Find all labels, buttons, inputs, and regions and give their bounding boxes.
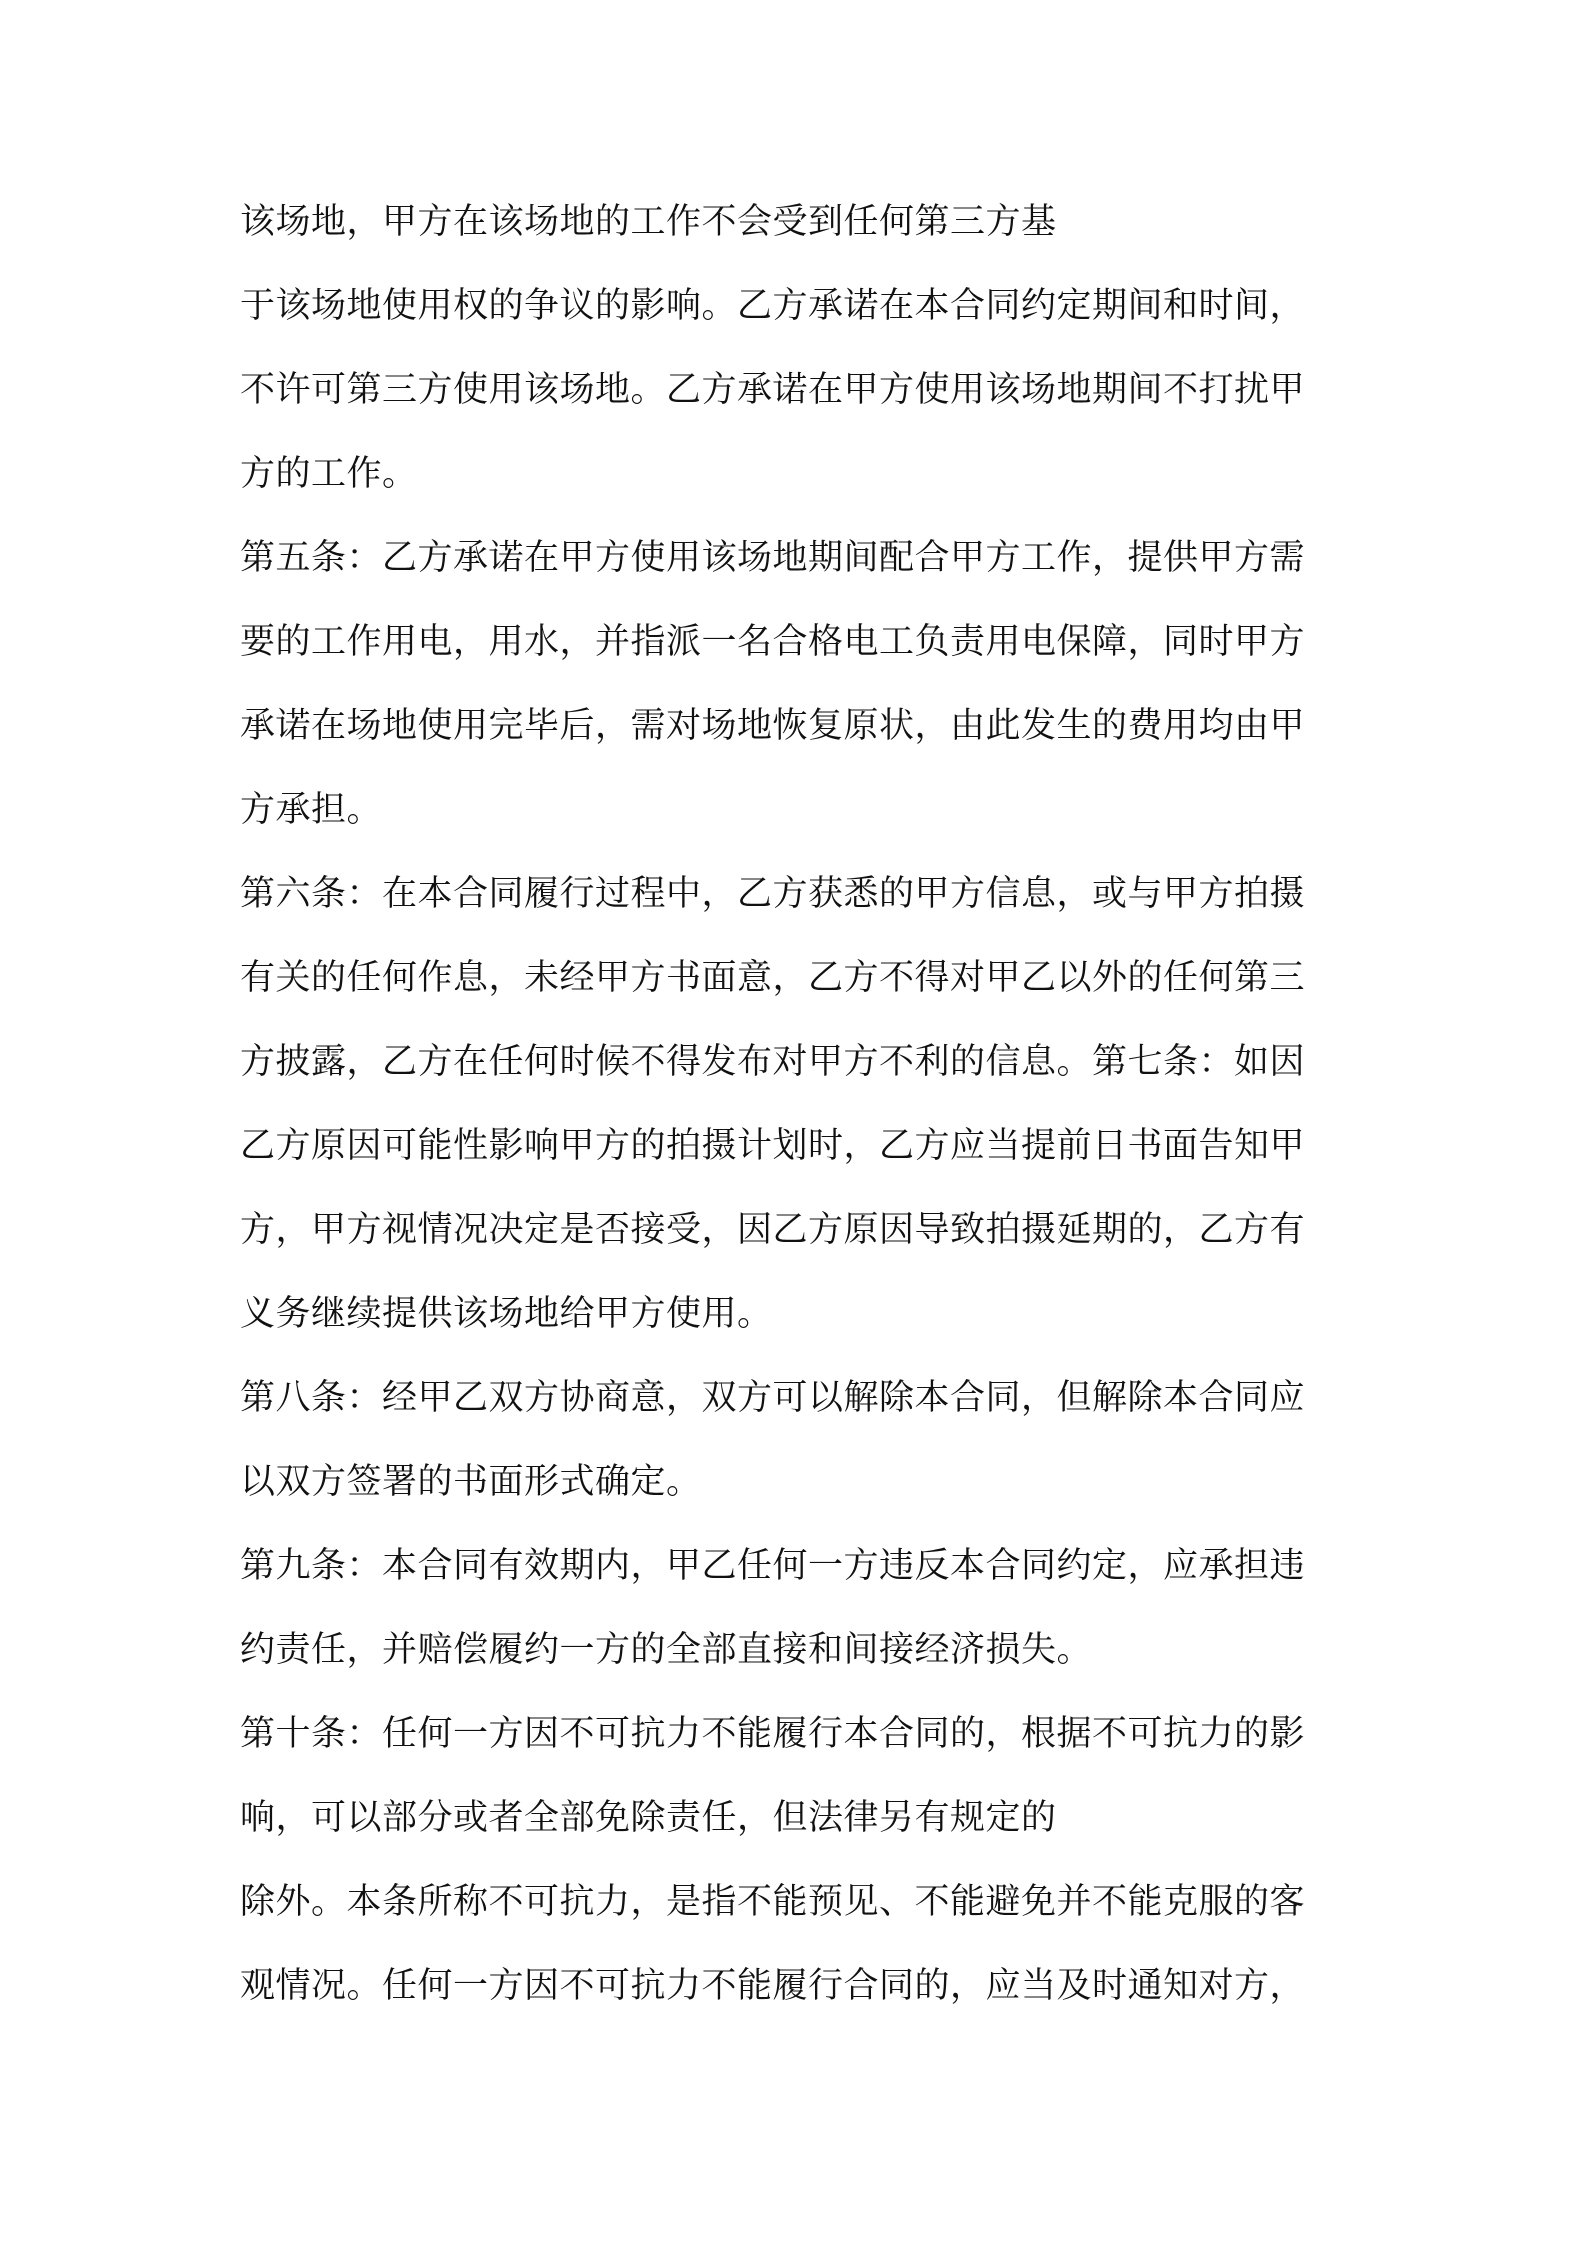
text-line: 响，可以部分或者全部免除责任，但法律另有规定的 bbox=[240, 1798, 1057, 1838]
text-line: 第十条：任何一方因不可抗力不能履行本合同的，根据不可抗力的影 bbox=[240, 1714, 1306, 1754]
text-line: 除外。本条所称不可抗力，是指不能预见、不能避免并不能克服的客 bbox=[240, 1882, 1306, 1922]
text-line: 第九条：本合同有效期内，甲乙任何一方违反本合同约定，应承担违 bbox=[240, 1546, 1306, 1586]
text-line: 不许可第三方使用该场地。乙方承诺在甲方使用该场地期间不打扰甲 bbox=[240, 370, 1306, 410]
text-line: 方承担。 bbox=[240, 790, 383, 830]
text-line: 承诺在场地使用完毕后，需对场地恢复原状，由此发生的费用均由甲 bbox=[240, 706, 1306, 746]
text-line: 方的工作。 bbox=[240, 454, 418, 494]
text-line: 要的工作用电，用水，并指派一名合格电工负责用电保障，同时甲方 bbox=[240, 622, 1306, 662]
text-line: 方披露，乙方在任何时候不得发布对甲方不利的信息。第七条：如因 bbox=[240, 1042, 1306, 1082]
text-line: 第五条：乙方承诺在甲方使用该场地期间配合甲方工作，提供甲方需 bbox=[240, 538, 1306, 578]
text-line: 有关的任何作息，未经甲方书面意，乙方不得对甲乙以外的任何第三 bbox=[240, 958, 1306, 998]
text-line: 乙方原因可能性影响甲方的拍摄计划时，乙方应当提前日书面告知甲 bbox=[240, 1126, 1306, 1166]
text-line: 约责任，并赔偿履约一方的全部直接和间接经济损失。 bbox=[240, 1630, 1093, 1670]
text-line: 义务继续提供该场地给甲方使用。 bbox=[240, 1294, 773, 1334]
text-line: 该场地，甲方在该场地的工作不会受到任何第三方基 bbox=[240, 202, 1057, 242]
text-line: 第八条：经甲乙双方协商意，双方可以解除本合同，但解除本合同应 bbox=[240, 1378, 1306, 1418]
contract-text-block bbox=[240, 180, 1360, 2028]
text-line: 以双方签署的书面形式确定。 bbox=[240, 1462, 702, 1502]
text-line: 于该场地使用权的争议的影响。乙方承诺在本合同约定期间和时间， bbox=[240, 286, 1306, 326]
text-line: 第六条：在本合同履行过程中，乙方获悉的甲方信息，或与甲方拍摄 bbox=[240, 874, 1306, 914]
text-line: 观情况。任何一方因不可抗力不能履行合同的，应当及时通知对方， bbox=[240, 1966, 1306, 2006]
text-line: 方，甲方视情况决定是否接受，因乙方原因导致拍摄延期的，乙方有 bbox=[240, 1210, 1306, 1250]
